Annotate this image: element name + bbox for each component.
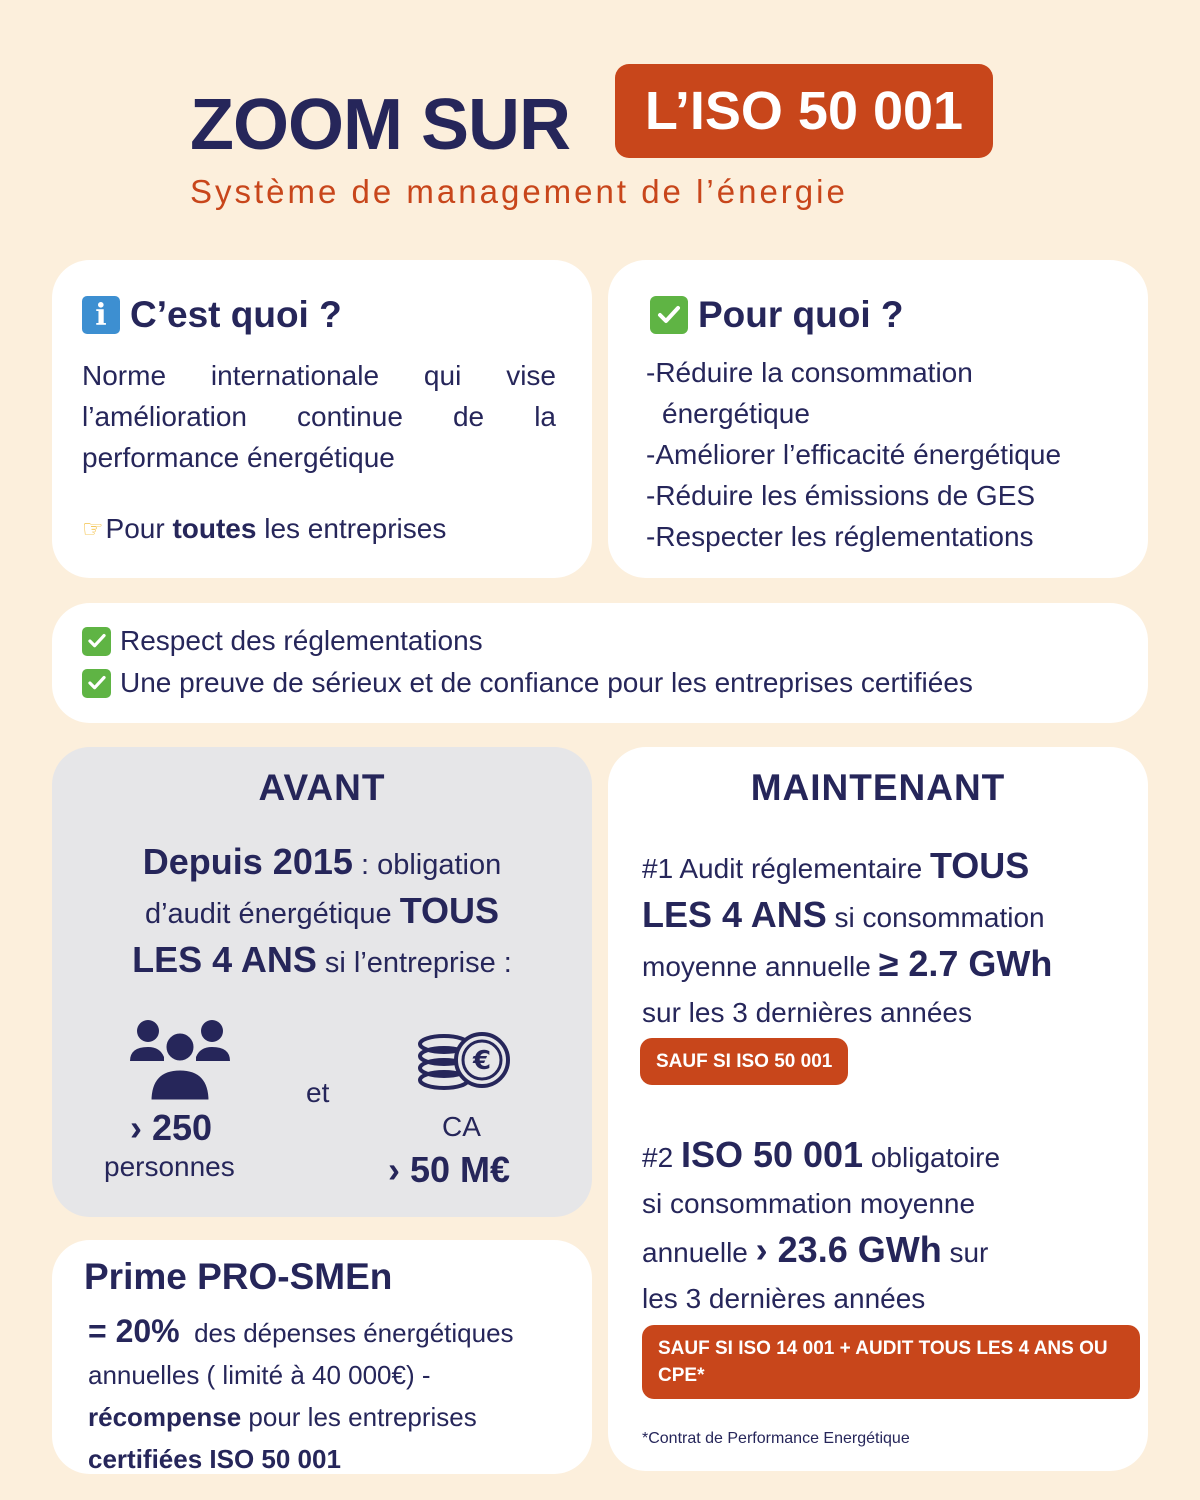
what-heading-row (82, 294, 342, 336)
before-text2: d’audit énergétique (144, 898, 392, 930)
what-audience (82, 513, 446, 545)
why-heading-row (650, 294, 904, 336)
list-item: -Améliorer l’efficacité énergétique (646, 439, 1062, 470)
benefit-item (82, 667, 973, 699)
revenue-value: › 50 M€ (388, 1149, 511, 1190)
what-description: Norme internationale qui vise l’amélioration continue de la performance énergétique (82, 360, 556, 473)
since-year: Depuis 2015 (142, 841, 353, 882)
employees-value: › 250 (130, 1107, 213, 1148)
check-icon (82, 669, 111, 698)
rule2-prefix: #2 (642, 1142, 674, 1173)
revenue-label: CA (442, 1111, 481, 1142)
list-item: -Réduire la consommation (646, 357, 973, 388)
why-heading: Pour quoi ? (698, 294, 904, 335)
rule2-bold-a: ISO 50 001 (680, 1134, 864, 1175)
prime-body (88, 1310, 578, 1480)
benefits-card (52, 603, 1148, 723)
now-card (608, 747, 1148, 1471)
prime-text2: pour les entreprises (248, 1402, 477, 1432)
audience-suffix: les entreprises (264, 513, 447, 544)
before-text1: : obligation (360, 849, 502, 881)
audience-bold: toutes (172, 513, 257, 544)
prime-title: Prime PRO-SMEn (84, 1256, 393, 1297)
why-card (608, 260, 1148, 578)
rule1-text-c: sur les 3 dernières années (642, 997, 972, 1028)
check-icon (650, 296, 688, 334)
people-icon (130, 1017, 230, 1101)
prime-bold1: récompense (88, 1402, 242, 1432)
now-title: MAINTENANT (750, 767, 1006, 808)
svg-text:€: € (472, 1046, 492, 1076)
rule2-text (642, 1132, 1132, 1322)
prime-text1: des dépenses énergétiques annuelles ( limité à 40 000€) - (88, 1318, 514, 1390)
rule1-text-a: si consommation (834, 902, 1045, 933)
list-item: -Respecter les réglementations (646, 521, 1034, 552)
rule2-text-c: annuelle (642, 1237, 748, 1268)
before-text3: si l’entreprise : (324, 947, 512, 979)
rule1-exception-badge: SAUF SI ISO 50 001 (640, 1038, 848, 1085)
rule1-text-b: moyenne annuelle (642, 951, 871, 982)
rule2-text-e: les 3 dernières années (642, 1283, 926, 1314)
rule2-exception-badge: SAUF SI ISO 14 001 + AUDIT TOUS LES 4 ANS OU CPE* (642, 1325, 1140, 1399)
list-item: énergétique (662, 398, 810, 429)
before-freq1: TOUS (399, 890, 500, 931)
what-heading: C’est quoi ? (130, 294, 342, 335)
connector-text: et (306, 1077, 330, 1108)
before-card (52, 747, 592, 1217)
benefit-item (82, 625, 483, 657)
pointing-hand-icon: ☞ (82, 515, 104, 543)
before-title: AVANT (258, 767, 386, 808)
before-freq2: LES 4 ANS (132, 939, 317, 980)
benefit-text: Une preuve de sérieux et de confiance pour les entreprises certifiées (120, 667, 973, 698)
rule1-text (642, 843, 1132, 1036)
what-card (52, 260, 592, 578)
employees-label: personnes (104, 1151, 235, 1182)
rule2-text-d: sur (949, 1237, 989, 1268)
prime-rate: = 20% (88, 1313, 180, 1349)
rule1-prefix: #1 Audit réglementaire (642, 853, 923, 884)
footnote: *Contrat de Performance Energétique (642, 1430, 910, 1447)
list-item: -Réduire les émissions de GES (646, 480, 1036, 511)
rule1-bold-b: LES 4 ANS (642, 894, 827, 935)
audience-prefix: Pour (105, 513, 165, 544)
rule1-bold-a: TOUS (929, 845, 1030, 886)
subtitle: Système de management de l’énergie (190, 173, 848, 210)
info-icon: i (82, 296, 120, 334)
title-badge: L’ISO 50 001 (615, 64, 993, 158)
prime-bold2: certifiées ISO 50 001 (88, 1444, 341, 1474)
prime-card (52, 1240, 592, 1474)
check-icon (82, 627, 111, 656)
rule1-value: ≥ 2.7 GWh (878, 943, 1053, 984)
rule2-text-b: si consommation moyenne (642, 1188, 976, 1219)
rule2-value: › 23.6 GWh (755, 1229, 942, 1270)
title-prefix: ZOOM SUR (190, 85, 570, 165)
why-list (646, 352, 1061, 557)
benefit-text: Respect des réglementations (120, 625, 483, 656)
coins-euro-icon (416, 1022, 512, 1094)
before-text (92, 839, 552, 986)
rule2-text-a: obligatoire (870, 1142, 1001, 1173)
